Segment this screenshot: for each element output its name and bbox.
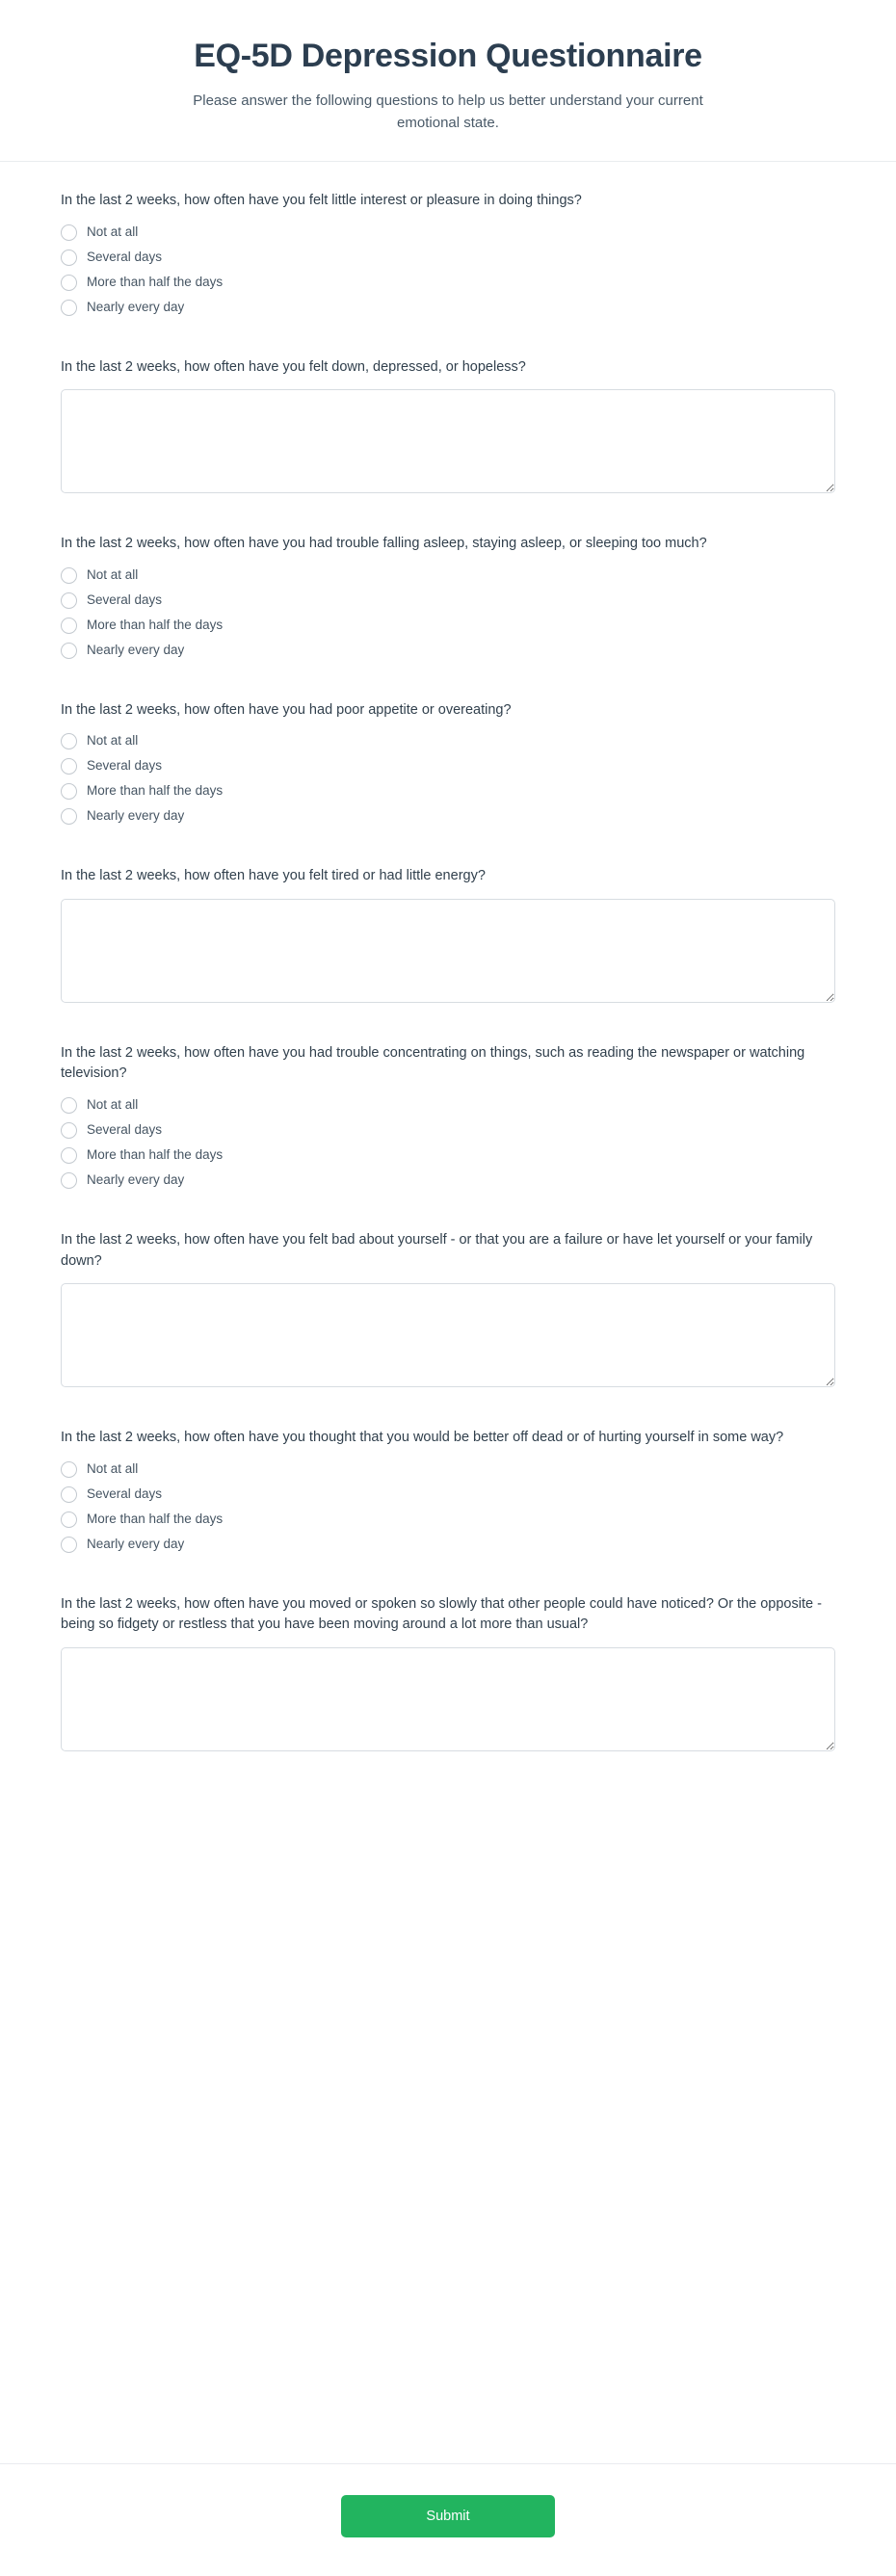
question-block <box>61 1428 835 1553</box>
radio-button-icon[interactable] <box>61 1511 77 1528</box>
radio-button-icon[interactable] <box>61 1097 77 1114</box>
question-text: In the last 2 weeks, how often have you felt down, depressed, or hopeless? <box>61 358 526 375</box>
radio-button-icon[interactable] <box>61 300 77 316</box>
radio-button-icon[interactable] <box>61 1486 77 1503</box>
radio-option[interactable] <box>61 807 835 826</box>
question-text: In the last 2 weeks, how often have you had poor appetite or overeating? <box>61 701 512 718</box>
radio-group <box>61 566 835 660</box>
radio-option[interactable] <box>61 1171 835 1190</box>
radio-option[interactable] <box>61 1536 835 1554</box>
radio-button-icon[interactable] <box>61 808 77 825</box>
question-block <box>61 357 835 494</box>
question-text: In the last 2 weeks, how often have you had trouble concentrating on things, such as reading the newspaper or watching television? <box>61 1044 805 1082</box>
radio-button-icon[interactable] <box>61 592 77 609</box>
question-block <box>61 534 835 659</box>
form-footer <box>0 2463 896 2576</box>
submit-button[interactable]: Submit <box>341 2495 555 2537</box>
radio-option-label: Several days <box>87 758 163 774</box>
radio-option-label: More than half the days <box>87 274 224 289</box>
answer-textarea[interactable] <box>61 1283 835 1387</box>
question-text: In the last 2 weeks, how often have you felt tired or had little energy? <box>61 867 486 883</box>
radio-option[interactable] <box>61 1121 835 1140</box>
radio-option-label: Nearly every day <box>87 642 185 657</box>
question-block <box>61 1230 835 1388</box>
answer-textarea[interactable] <box>61 899 835 1003</box>
question-text: In the last 2 weeks, how often have you felt little interest or pleasure in doing things? <box>61 193 582 209</box>
question-block <box>61 1043 835 1190</box>
radio-option[interactable] <box>61 757 835 775</box>
question-text: In the last 2 weeks, how often have you had trouble falling asleep, staying asleep, or sleeping too much? <box>61 536 707 552</box>
radio-button-icon[interactable] <box>61 250 77 266</box>
radio-option-label: Several days <box>87 249 163 264</box>
radio-option-label: More than half the days <box>87 617 224 632</box>
radio-option-label: Not at all <box>87 567 139 583</box>
radio-option-label: Not at all <box>87 1461 139 1477</box>
page-header <box>0 0 896 162</box>
question-block <box>61 700 835 826</box>
question-text: In the last 2 weeks, how often have you thought that you would be better off dead or of hurting yourself in some way? <box>61 1430 784 1446</box>
radio-button-icon[interactable] <box>61 1147 77 1164</box>
radio-option[interactable] <box>61 566 835 585</box>
radio-option[interactable] <box>61 299 835 317</box>
radio-option-label: More than half the days <box>87 1147 224 1163</box>
radio-button-icon[interactable] <box>61 1122 77 1139</box>
radio-option-label: Nearly every day <box>87 808 185 824</box>
radio-option[interactable] <box>61 1096 835 1115</box>
radio-option[interactable] <box>61 1460 835 1479</box>
radio-group <box>61 1460 835 1554</box>
question-block <box>61 1594 835 1752</box>
radio-option[interactable] <box>61 1485 835 1504</box>
radio-button-icon[interactable] <box>61 733 77 749</box>
question-block <box>61 866 835 1003</box>
radio-button-icon[interactable] <box>61 643 77 659</box>
radio-option[interactable] <box>61 223 835 242</box>
questionnaire-form <box>0 162 896 2463</box>
radio-button-icon[interactable] <box>61 275 77 291</box>
radio-button-icon[interactable] <box>61 1537 77 1553</box>
radio-button-icon[interactable] <box>61 1172 77 1189</box>
radio-group <box>61 223 835 317</box>
radio-group <box>61 732 835 826</box>
radio-option[interactable] <box>61 1146 835 1165</box>
question-block <box>61 191 835 316</box>
radio-button-icon[interactable] <box>61 783 77 800</box>
radio-option[interactable] <box>61 732 835 750</box>
answer-textarea[interactable] <box>61 389 835 493</box>
radio-button-icon[interactable] <box>61 224 77 241</box>
radio-option-label: More than half the days <box>87 783 224 799</box>
radio-option[interactable] <box>61 274 835 292</box>
radio-option[interactable] <box>61 249 835 267</box>
radio-option-label: More than half the days <box>87 1511 224 1526</box>
radio-option[interactable] <box>61 617 835 635</box>
question-text: In the last 2 weeks, how often have you moved or spoken so slowly that other people could have noticed? Or the opposite - being so fidgety or restless that you have been moving around a lot more than usual? <box>61 1595 822 1633</box>
radio-option-label: Several days <box>87 1485 163 1501</box>
radio-button-icon[interactable] <box>61 567 77 584</box>
radio-option-label: Nearly every day <box>87 299 185 314</box>
radio-option[interactable] <box>61 782 835 801</box>
radio-option[interactable] <box>61 1511 835 1529</box>
radio-button-icon[interactable] <box>61 1461 77 1478</box>
radio-option-label: Not at all <box>87 1097 139 1113</box>
radio-group <box>61 1096 835 1190</box>
radio-option-label: Not at all <box>87 224 139 240</box>
answer-textarea[interactable] <box>61 1647 835 1751</box>
radio-button-icon[interactable] <box>61 758 77 775</box>
radio-button-icon[interactable] <box>61 618 77 634</box>
question-text: In the last 2 weeks, how often have you felt bad about yourself - or that you are a failure or have let yourself or your family down? <box>61 1231 813 1269</box>
page-subtitle: Please answer the following questions to help us better understand your current emotional state. <box>193 92 703 132</box>
radio-option-label: Several days <box>87 1122 163 1138</box>
radio-option-label: Several days <box>87 592 163 607</box>
radio-option[interactable] <box>61 642 835 660</box>
radio-option-label: Nearly every day <box>87 1171 185 1187</box>
radio-option-label: Nearly every day <box>87 1536 185 1551</box>
radio-option[interactable] <box>61 591 835 610</box>
radio-option-label: Not at all <box>87 733 139 749</box>
page-title: EQ-5D Depression Questionnaire <box>194 38 702 74</box>
